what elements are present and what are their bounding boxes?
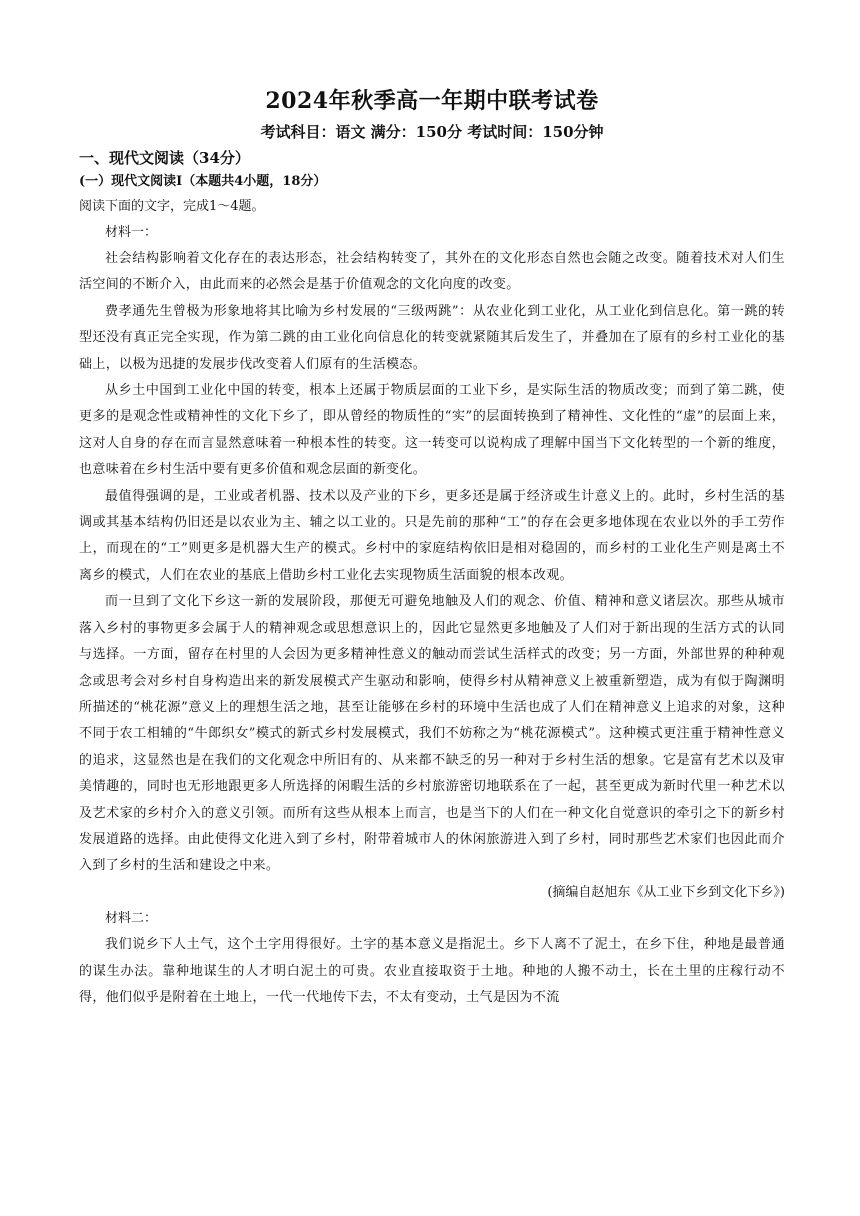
material-2-paragraph: 我们说乡下人土气，这个土字用得很好。土字的基本意义是指泥土。乡下人离不了泥土，在乡下住，种地是最普通的谋生办法。靠种地谋生的人才明白泥土的可贵。农业直接取资于土地。种地的人搬不动土，长在土里的庄稼行动不得，他们似乎是附着在土地上，一代一代地传下去，不太有变动，土气是因为不流 [79,937,785,1005]
reading-instruction: 阅读下面的文字，完成1～4题。 [79,199,265,214]
material-1-paragraph: 社会结构影响着文化存在的表达形态，社会结构转变了，其外在的文化形态自然也会随之改变。随着技术对人们生活空间的不断介入，由此而来的必然会是基于价值观念的文化向度的改变。 [79,251,785,293]
material-1-paragraph: 费孝通先生曾极为形象地将其比喻为乡村发展的“三级两跳”：从农业化到工业化，从工业化到信息化。第一跳的转型还没有真正完全实现，作为第二跳的由工业化向信息化的转变就紧随其后发生了，并叠加在了原有的乡村工业化的基础上，以极为迅捷的发展步伐改变着人们原有的生活模态。 [79,303,785,372]
material-2-label: 材料二： [105,911,158,927]
material-1-paragraph: 而一旦到了文化下乡这一新的发展阶段，那便无可避免地触及人们的观念、价值、精神和意义诸层次。那些从城市落入乡村的事物更多会属于人的精神观念或思想意识上的，因此它显然更多地触及了人们对于新出现的生活方式的认同与选择。一方面，留存在村里的人会因为更多精神性意义的触动而尝试生活样式的改变；另一方面，外部世界的种种观念或思考会对乡村自身构造出来的新发展模式产生驱动和影响，使得乡村从精神意义上被重新塑造，成为有似于陶渊明所描述的“桃花源”意义上的理想生活之地，甚至让能够在乡村的环境中生活也成了人们在精神意义上追求的对象，这种不同于农工相辅的“牛郎织女”模式的新式乡村发展模式，我们不妨称之为“桃花源模式”。这种模式更注重于精神性意义的追求，这显然也是在我们的文化观念中所旧有的、从来都不缺乏的另一种对于乡村生活的想象。它是富有艺术以及审美情趣的，同时也无形地跟更多人所选择的闲暇生活的乡村旅游密切地联系在了一起，甚至更成为新时代里一种艺术以及艺术家的乡村介入的意义引领。而所有这些从根本上而言，也是当下的人们在一种文化自觉意识的牵引之下的新乡村发展道路的选择。由此使得文化进入到了乡村，附带着城市人的休闲旅游进入到了乡村，同时那些艺术家们也因此而介入到了乡村的生活和建设之中来。 [79,594,785,874]
exam-title: 2024年秋季高一年期中联考试卷 [265,88,599,114]
subsection-heading: (一）现代文阅读Ⅰ（本题共4小题，18分） [79,174,327,189]
material-1-paragraph: 从乡土中国到工业化中国的转变，根本上还属于物质层面的工业下乡，是实际生活的物质改变；而到了第二跳，使更多的是观念性或精神性的文化下乡了，即从曾经的物质性的“实”的层面转换到了精神性、文化性的“虚”的层面上来，这对人自身的存在而言显然意味着一种根本性的转变。这一转变可以说构成了理解中国当下文化转型的一个新的维度，也意味着在乡村生活中要有更多价值和观念层面的新变化。 [79,383,785,478]
exam-subtitle: 考试科目：语文 满分：150分 考试时间：150分钟 [260,123,604,141]
material-1-source: (摘编自赵旭东《从工业下乡到文化下乡》) [547,884,785,900]
exam-page [79,86,785,1011]
material-1-paragraph: 最值得强调的是，工业或者机器、技术以及产业的下乡，更多还是属于经济或生计意义上的。此时，乡村生活的基调或其基本结构仍旧还是以农业为主、辅之以工业的。只是先前的那种“工”的存在会更多地体现在农业以外的手工劳作上，而现在的“工”则更多是机器大生产的模式。乡村中的家庭结构依旧是相对稳固的，而乡村的工业化生产则是离土不离乡的模式，人们在农业的基底上借助乡村工业化去实现物质生活面貌的根本改观。 [79,488,785,583]
section-heading: 一、现代文阅读（34分） [79,149,250,167]
material-1-label: 材料一： [105,225,158,240]
